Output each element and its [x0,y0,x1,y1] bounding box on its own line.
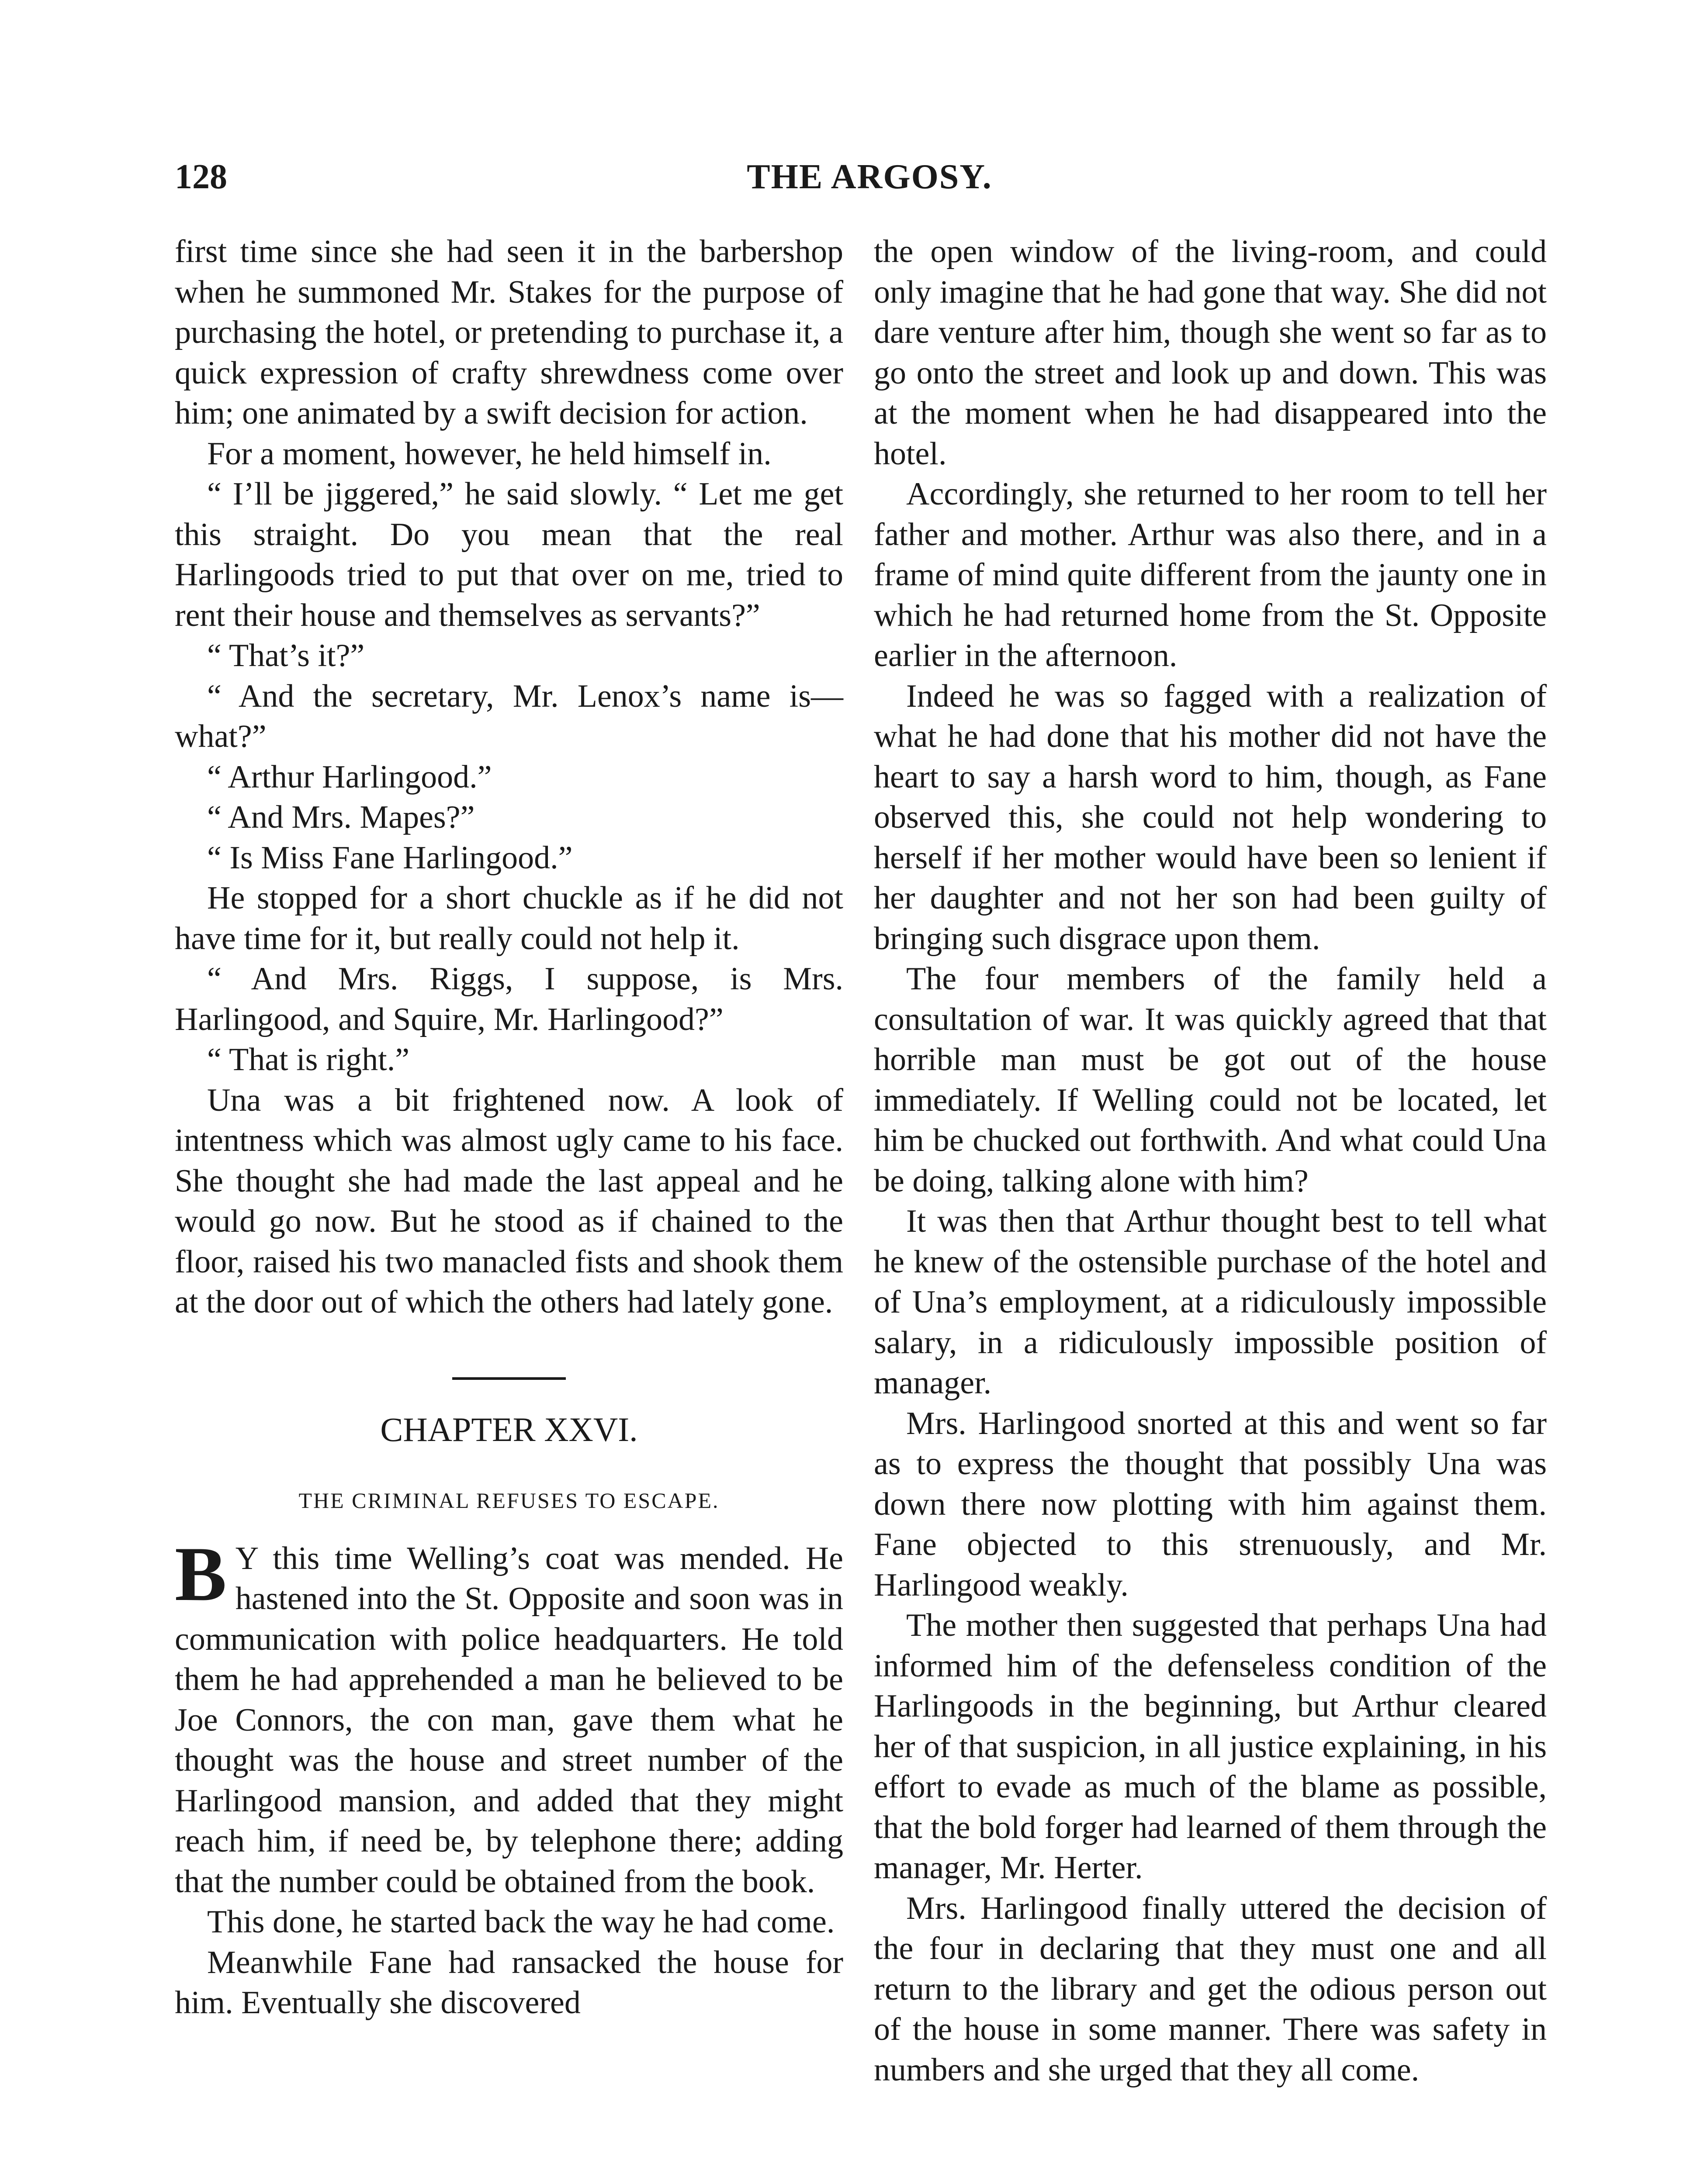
running-title: THE ARGOSY. [747,158,992,196]
paragraph: Meanwhile Fane had ransacked the house for him. Eventually she discovered [175,1944,843,2021]
paragraph: “ And Mrs. Mapes?” [207,799,475,835]
paragraph: Mrs. Harlingood finally uttered the decision of the four in declaring that they must one and all return to the library and get the odious person out of the house in some manner. There was safety in numbers and she urged that they all come. [874,1890,1547,2088]
paragraph: “ That is right.” [207,1042,410,1078]
paragraph: The four members of the family held a consultation of war. It was quickly agreed that that horrible man must be got out of the house immediately. If Welling could not be located, let him be chucked out forthwith. And what could Una be doing, talking alone with him? [874,961,1547,1199]
paragraph: It was then that Arthur thought best to tell what he knew of the ostensible purchase of the hotel and of Una’s employment, at a ridiculously impossible salary, in a ridiculously impossible position of manager. [874,1203,1547,1401]
paragraph: He stopped for a short chuckle as if he did not have time for it, but really could not help it. [175,880,843,957]
paragraph: The mother then suggested that perhaps Una had informed him of the defenseless condition of the Harlingoods in the beginning, but Arthur cleared her of that suspicion, in all justice explaining, in his effort to evade as much of the blame as possible, that the bold forger had learned of them through the manager, Mr. Herter. [874,1607,1547,1886]
paragraph: the open window of the living-room, and could only imagine that he had gone that way. She did not dare venture after him, though she went so far as to go onto the street and look up and down. This was at the moment when he had disappeared into the hotel. [874,234,1547,472]
page-header [175,157,1564,210]
paragraph-text: Y this time Welling’s coat was mended. He hastened into the St. Opposite and soon was in communication with police headquarters. He told them he had apprehended a man he believed to be Joe Connors, the con man, gave them what he thought was the house and street number of the Harlingood mansion, and added that they might reach him, if need be, by telephone there; adding that the number could be obtained from the book. [175,1540,843,1900]
paragraph: “ And the secretary, Mr. Lenox’s name is—what?” [175,678,843,754]
page-number: 128 [175,158,227,196]
left-column [175,232,843,2023]
chapter-title: CHAPTER XXVI. [380,1410,638,1448]
paragraph: For a moment, however, he held himself in. [207,435,772,472]
paragraph: “ And Mrs. Riggs, I suppose, is Mrs. Harlingood, and Squire, Mr. Harlingood?” [175,961,843,1037]
paragraph: first time since she had seen it in the barbershop when he summoned Mr. Stakes for the purpose of purchasing the hotel, or pretending to purchase it, a quick expression of crafty shrewdness come over him; one animated by a swift decision for action. [175,234,843,431]
paragraph: Indeed he was so fagged with a realization of what he had done that his mother did not have the heart to say a harsh word to him, though, as Fane observed this, she could not help wondering to herself if her mother would have been so lenient if her daughter and not her son had been guilty of bringing such disgrace upon them. [874,678,1547,957]
paragraph: Mrs. Harlingood snorted at this and went so far as to express the thought that possibly Una was down there now plotting with him against them. Fane objected to this strenuously, and Mr. Harlingood weakly. [874,1405,1547,1603]
paragraph: “ Arthur Harlingood.” [207,759,492,795]
paragraph: Accordingly, she returned to her room to tell her father and mother. Arthur was also there, and in a frame of mind quite different from the jaunty one in which he had returned home from the St. Opposite earlier in the afternoon. [874,476,1547,674]
right-column [874,232,1547,2090]
section-divider [452,1377,566,1380]
paragraph: This done, he started back the way he had come. [207,1904,835,1940]
paragraph: “ Is Miss Fane Harlingood.” [207,840,573,876]
paragraph: Una was a bit frightened now. A look of intentness which was almost ugly came to his face. She thought she had made the last appeal and he would go now. But he stood as if chained to the floor, raised his two manacled fists and shook them at the door out of which the others had lately gone. [175,1082,843,1320]
drop-cap: B [175,1530,227,1617]
chapter-opening-paragraph [175,1530,843,1902]
paragraph: “ That’s it?” [207,638,365,674]
paragraph: “ I’ll be jiggered,” he said slowly. “ Let me get this straight. Do you mean that the real Harlingoods tried to put that over on me, tried to rent their house and themselves as servants?” [175,476,843,633]
chapter-subtitle: THE CRIMINAL REFUSES TO ESCAPE. [298,1488,720,1513]
